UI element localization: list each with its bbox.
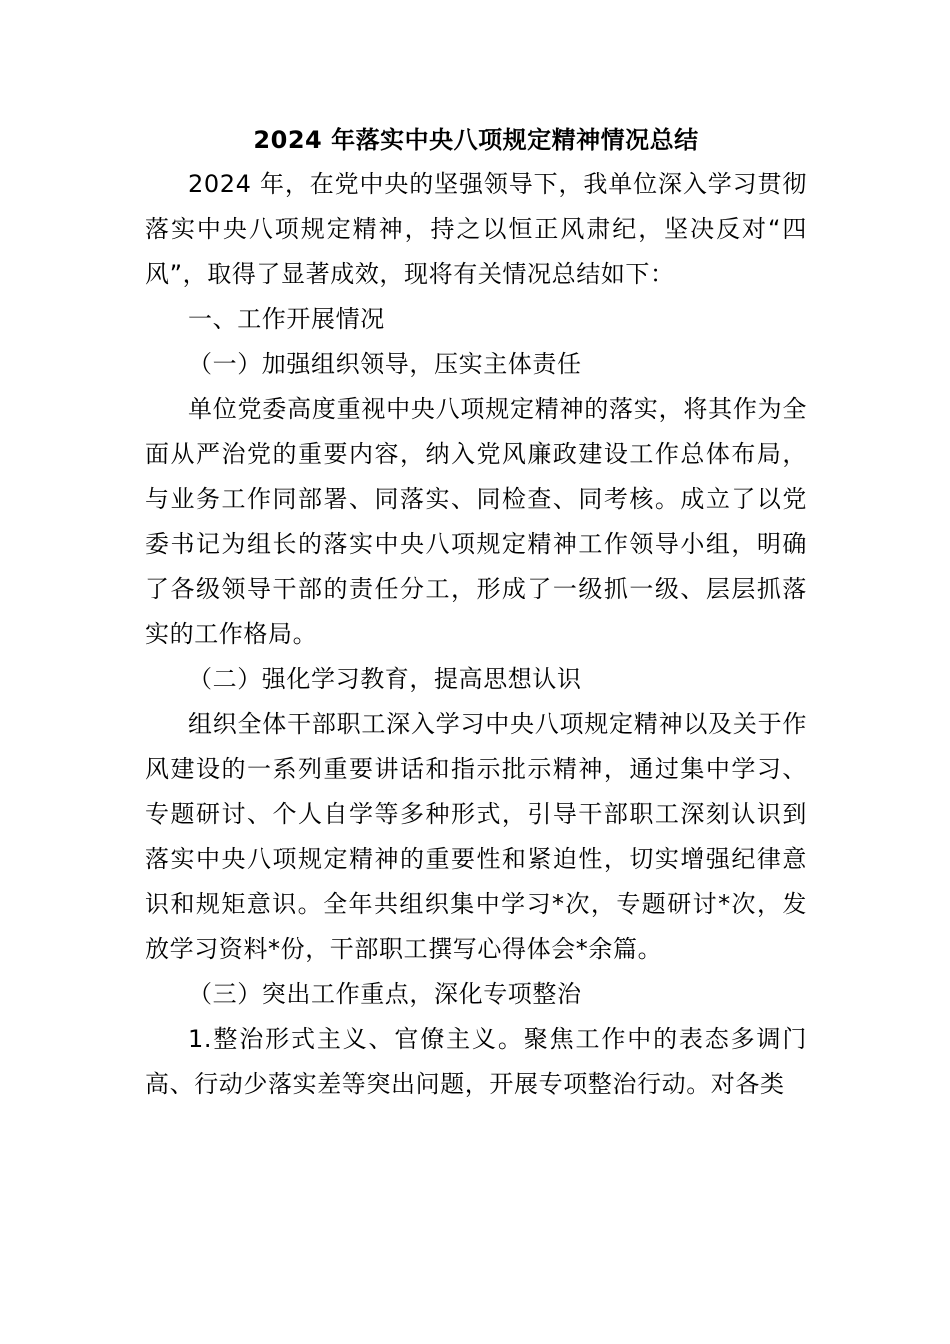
intro-paragraph: 2024 年，在党中央的坚强领导下，我单位深入学习贯彻落实中央八项规定精神，持之以恒正风肃纪，坚决反对“四风”，取得了显著成效，现将有关情况总结如下： [145,170,807,288]
subsection-heading-2: （二）强化学习教育，提高思想认识 [188,665,582,693]
document-title: 2024 年落实中央八项规定精神情况总结 [253,126,699,154]
subsection-body-2: 组织全体干部职工深入学习中央八项规定精神以及关于作风建设的一系列重要讲话和指示批示精神，通过集中学习、专题研讨、个人自学等多种形式，引导干部职工深刻认识到落实中央八项规定精神的重要性和紧迫性，切实增强纪律意识和规矩意识。全年共组织集中学习*次，专题研讨*次，发放学习资料*份，干部职工撰写心得体会*余篇。 [145,710,807,963]
subsection-heading-1: （一）加强组织领导，压实主体责任 [188,350,582,378]
subsection-item-1: 1.整治形式主义、官僚主义。聚焦工作中的表态多调门高、行动少落实差等突出问题，开展专项整治行动。对各类 [145,1025,807,1098]
subsection-heading-3: （三）突出工作重点，深化专项整治 [188,980,582,1008]
subsection-body-1: 单位党委高度重视中央八项规定精神的落实，将其作为全面从严治党的重要内容，纳入党风廉政建设工作总体布局，与业务工作同部署、同落实、同检查、同考核。成立了以党委书记为组长的落实中央八项规定精神工作领导小组，明确了各级领导干部的责任分工，形成了一级抓一级、层层抓落实的工作格局。 [145,395,807,648]
document-page [145,118,807,1107]
section-heading-1: 一、工作开展情况 [188,305,385,333]
